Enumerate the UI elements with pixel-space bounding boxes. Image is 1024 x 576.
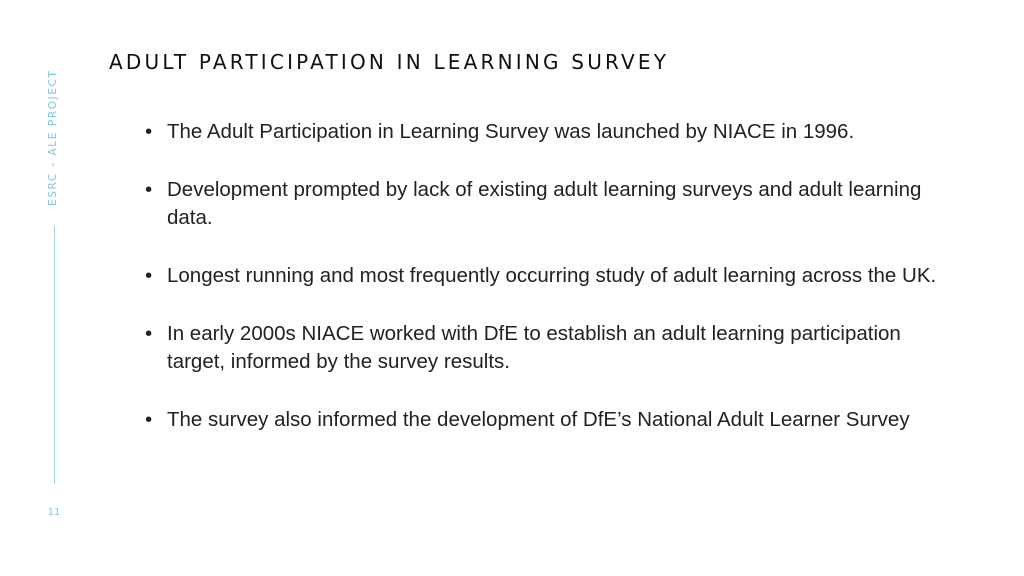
bullet-item [145,176,945,232]
slide-title: ADULT PARTICIPATION IN LEARNING SURVEY [109,50,670,74]
bullet-item [145,406,945,434]
bullet-dot-icon: • [145,322,153,345]
bullet-text: The Adult Participation in Learning Survey was launched by NIACE in 1996. [167,120,855,143]
side-project-label: ESRC – ALE PROJECT [47,69,59,206]
page-number: 11 [47,507,61,518]
bullet-item [145,262,945,290]
bullet-text: In early 2000s NIACE worked with DfE to establish an adult learning participation target, informed by the survey results. [167,322,901,373]
bullet-dot-icon: • [145,120,153,143]
bullet-item [145,320,945,376]
side-divider-line [54,226,55,484]
bullet-dot-icon: • [145,264,153,287]
bullet-dot-icon: • [145,178,153,201]
bullet-text: Longest running and most frequently occurring study of adult learning across the UK. [167,264,937,287]
bullet-text: The survey also informed the development of DfE’s National Adult Learner Survey [167,408,910,431]
bullet-item [145,118,945,146]
bullet-dot-icon: • [145,408,153,431]
bullet-list [145,118,945,464]
bullet-text: Development prompted by lack of existing adult learning surveys and adult learning data. [167,178,922,229]
